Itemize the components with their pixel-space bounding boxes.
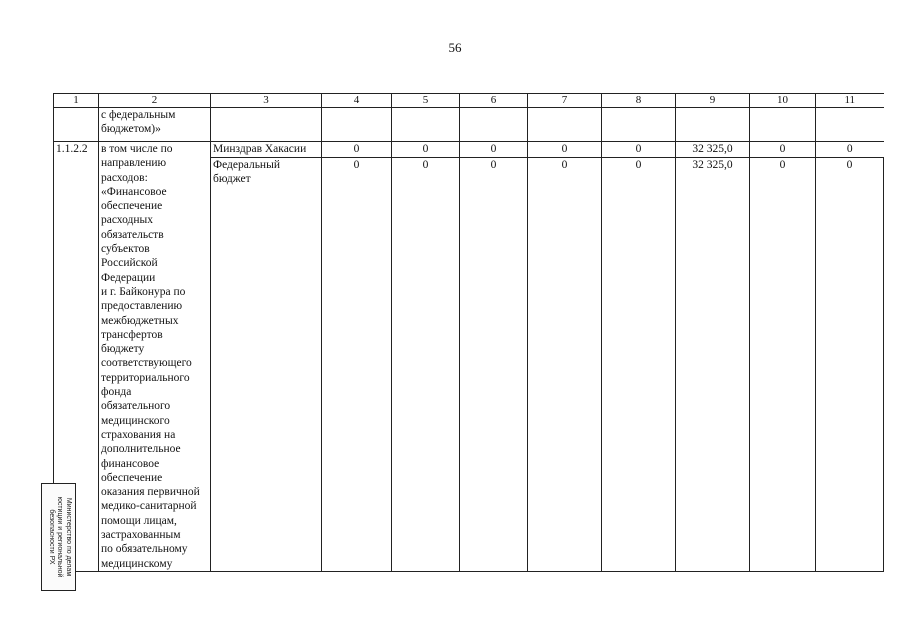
executor-cell	[211, 108, 322, 142]
description-cell: с федеральным бюджетом)»	[99, 108, 211, 142]
table-row	[54, 142, 884, 158]
value-cell: 0	[392, 142, 460, 158]
code-cell	[54, 108, 99, 142]
value-cell: 0	[322, 157, 392, 571]
continuation-row	[54, 108, 884, 142]
column-header: 2	[99, 94, 211, 108]
column-header: 8	[602, 94, 676, 108]
column-header: 4	[322, 94, 392, 108]
value-cell: 0	[392, 157, 460, 571]
value-cell: 0	[528, 142, 602, 158]
value-cell: 32 325,0	[676, 157, 750, 571]
executor-cell: Федеральный бюджет	[211, 157, 322, 571]
column-header: 10	[750, 94, 816, 108]
executor-cell: Минздрав Хакасии	[211, 142, 322, 158]
value-cell	[750, 108, 816, 142]
value-cell	[528, 108, 602, 142]
value-cell: 0	[322, 142, 392, 158]
registration-stamp	[41, 483, 76, 591]
value-cell	[392, 108, 460, 142]
column-header: 11	[816, 94, 884, 108]
value-cell: 0	[816, 157, 884, 571]
value-cell: 0	[460, 157, 528, 571]
item-description: в том числе по направлению расходов: «Финансовое обеспечение расходных обязательств субъектов Российской Федерации и г. Байконура по предоставлению межбюджетных трансфертов бюджету соответствующего территориального фонда обязательного медицинского страхования на дополнительное финансовое обеспечение оказания первичной медико-санитарной помощи лицам, застрахованным по обязательному медицинскому	[99, 142, 211, 572]
value-cell: 0	[602, 157, 676, 571]
value-cell	[322, 108, 392, 142]
value-cell	[602, 108, 676, 142]
value-cell	[676, 108, 750, 142]
value-cell: 32 325,0	[676, 142, 750, 158]
column-header-row	[54, 94, 884, 108]
column-header: 3	[211, 94, 322, 108]
value-cell: 0	[460, 142, 528, 158]
page-number: 56	[448, 40, 462, 55]
column-header: 5	[392, 94, 460, 108]
value-cell: 0	[816, 142, 884, 158]
column-header: 9	[676, 94, 750, 108]
value-cell	[816, 108, 884, 142]
value-cell: 0	[602, 142, 676, 158]
value-cell: 0	[750, 157, 816, 571]
column-header: 6	[460, 94, 528, 108]
item-code: 1.1.2.2	[54, 142, 99, 572]
stamp-text: Министерство по делам юстиции и региональной безопасности РХ	[47, 496, 72, 578]
column-header: 1	[54, 94, 99, 108]
budget-table	[53, 93, 884, 572]
value-cell: 0	[750, 142, 816, 158]
value-cell	[460, 108, 528, 142]
value-cell: 0	[528, 157, 602, 571]
column-header: 7	[528, 94, 602, 108]
